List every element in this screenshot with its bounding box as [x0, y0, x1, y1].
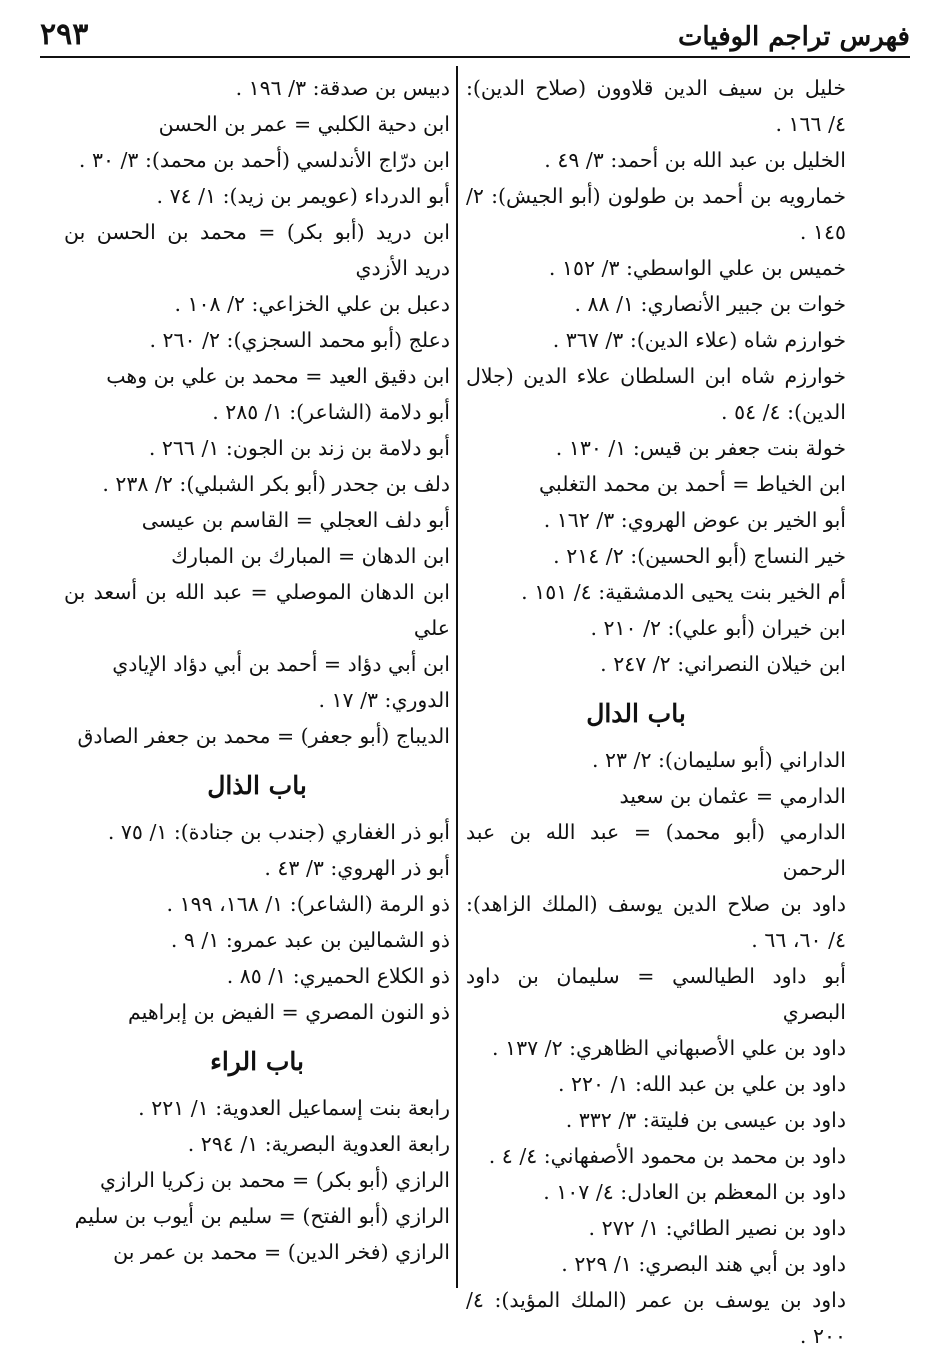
- page-number: ٢٩٣: [40, 17, 89, 52]
- index-entry: أم الخير بنت يحيى الدمشقية: ٤/ ١٥١ .: [521, 580, 846, 604]
- index-entry: خوارزم شاه ابن السلطان علاء الدين (جلال الدين): ٤/ ٥٤ .: [466, 364, 846, 424]
- index-entry: داود بن صلاح الدين يوسف (الملك الزاهد): ٤/ ٦٠، ٦٦ .: [466, 892, 846, 952]
- index-entry: ذو الرمة (الشاعر): ١/ ١٦٨، ١٩٩ .: [166, 892, 450, 916]
- index-entry: الخليل بن عبد الله بن أحمد: ٣/ ٤٩ .: [544, 148, 846, 172]
- index-entry: أبو ذر الهروي: ٣/ ٤٣ .: [264, 856, 450, 880]
- index-entry: ذو الشمالين بن عبد عمرو: ١/ ٩ .: [170, 928, 450, 952]
- index-entry: رابعة العدوية البصرية: ١/ ٢٩٤ .: [187, 1132, 450, 1156]
- right-column: [466, 70, 846, 1348]
- index-entry: ابن درّاج الأندلسي (أحمد بن محمد): ٣/ ٣٠ .: [78, 148, 450, 172]
- index-entry: أبو دلف العجلي = القاسم بن عيسى: [141, 508, 450, 532]
- index-entry: ابن الدهان = المبارك بن المبارك: [171, 544, 450, 568]
- index-entry: أبو دلامة بن زند بن الجون: ١/ ٢٦٦ .: [148, 436, 450, 460]
- index-entry: خوارزم شاه (علاء الدين): ٣/ ٣٦٧ .: [552, 328, 846, 352]
- section-heading-dhal: باب الذال: [207, 771, 307, 800]
- index-entry: داود بن محمد بن محمود الأصفهاني: ٤/ ٤ .: [488, 1144, 846, 1168]
- index-entry: الدارمي (أبو محمد) = عبد الله بن عبد الرحمن: [466, 820, 846, 880]
- index-entry: داود بن أبي هند البصري: ١/ ٢٢٩ .: [561, 1252, 846, 1276]
- index-entry: أبو الخير بن عوض الهروي: ٣/ ١٦٢ .: [543, 508, 846, 532]
- index-entry: رابعة بنت إسماعيل العدوية: ١/ ٢٢١ .: [138, 1096, 450, 1120]
- index-entry: خميس بن علي الواسطي: ٣/ ١٥٢ .: [548, 256, 846, 280]
- index-entry: داود بن علي بن عبد الله: ١/ ٢٢٠ .: [557, 1072, 846, 1096]
- index-entry: دبيس بن صدقة: ٣/ ١٩٦ .: [235, 76, 450, 100]
- index-entry: ابن الدهان الموصلي = عبد الله بن أسعد بن علي: [64, 580, 450, 640]
- index-entry: ابن أبي دؤاد = أحمد بن أبي دؤاد الإيادي: [112, 652, 450, 676]
- index-entry: ابن دريد (أبو بكر) = محمد بن الحسن بن دريد الأزدي: [64, 220, 450, 280]
- index-entry: أبو الدرداء (عويمر بن زيد): ١/ ٧٤ .: [156, 184, 450, 208]
- index-entry: الرازي (أبو الفتح) = سليم بن أيوب بن سليم: [74, 1204, 450, 1228]
- index-entry: دعبل بن علي الخزاعي: ٢/ ١٠٨ .: [174, 292, 450, 316]
- index-entry: داود بن عيسى بن فليتة: ٣/ ٣٣٢ .: [565, 1108, 846, 1132]
- section-heading-ra: باب الراء: [210, 1047, 304, 1076]
- index-entry: ابن خيران (أبو علي): ٢/ ٢١٠ .: [590, 616, 846, 640]
- index-entry: خمارويه بن أحمد بن طولون (أبو الجيش): ٢/ ١٤٥ .: [466, 184, 846, 244]
- index-entry: داود بن يوسف بن عمر (الملك المؤيد): ٤/ ٢٠٠ .: [466, 1288, 846, 1348]
- index-entry: دعلج (أبو محمد السجزي): ٢/ ٢٦٠ .: [149, 328, 450, 352]
- index-entry: داود بن المعظم بن العادل: ٤/ ١٠٧ .: [543, 1180, 846, 1204]
- index-entry: داود بن علي الأصبهاني الظاهري: ٢/ ١٣٧ .: [492, 1036, 846, 1060]
- index-entry: خير النساج (أبو الحسين): ٢/ ٢١٤ .: [553, 544, 846, 568]
- index-entry: أبو دلامة (الشاعر): ١/ ٢٨٥ .: [212, 400, 450, 424]
- index-entry: الديباج (أبو جعفر) = محمد بن جعفر الصادق: [77, 724, 450, 748]
- index-entry: الرازي (فخر الدين) = محمد بن عمر بن: [113, 1240, 450, 1264]
- index-entry: خليل بن سيف الدين قلاوون (صلاح الدين): ٤/ ١٦٦ .: [466, 76, 846, 136]
- index-entry: ابن خيلان النصراني: ٢/ ٢٤٧ .: [600, 652, 846, 676]
- left-column: [64, 70, 450, 1300]
- index-entry: الداراني (أبو سليمان): ٢/ ٢٣ .: [591, 748, 846, 772]
- index-entry: داود بن نصير الطائي: ١/ ٢٧٢ .: [588, 1216, 846, 1240]
- index-entry: ذو الكلاع الحميري: ١/ ٨٥ .: [226, 964, 450, 988]
- section-heading-dal: باب الدال: [586, 699, 686, 728]
- index-entry: أبو داود الطيالسي = سليمان بن داود البصري: [466, 964, 846, 1024]
- index-entry: ابن دقيق العيد = محمد بن علي بن وهب: [106, 364, 450, 388]
- index-entry: خولة بنت جعفر بن قيس: ١/ ١٣٠ .: [555, 436, 846, 460]
- page-header: [40, 12, 910, 58]
- index-entry: دلف بن جحدر (أبو بكر الشبلي): ٢/ ٢٣٨ .: [102, 472, 450, 496]
- index-entry: الدارمي = عثمان بن سعيد: [619, 784, 846, 808]
- index-entry: ابن الخياط = أحمد بن محمد التغلبي: [538, 472, 846, 496]
- index-entry: ابن دحية الكلبي = عمر بن الحسن: [158, 112, 450, 136]
- index-entry: خوات بن جبير الأنصاري: ١/ ٨٨ .: [574, 292, 846, 316]
- index-entry: الرازي (أبو بكر) = محمد بن زكريا الرازي: [100, 1168, 450, 1192]
- column-divider: [456, 66, 458, 1288]
- running-title: فهرس تراجم الوفيات: [677, 22, 910, 52]
- index-entry: ذو النون المصري = الفيض بن إبراهيم: [128, 1000, 450, 1024]
- index-entry: الدوري: ٣/ ١٧ .: [318, 688, 450, 712]
- index-entry: أبو ذر الغفاري (جندب بن جنادة): ١/ ٧٥ .: [107, 820, 450, 844]
